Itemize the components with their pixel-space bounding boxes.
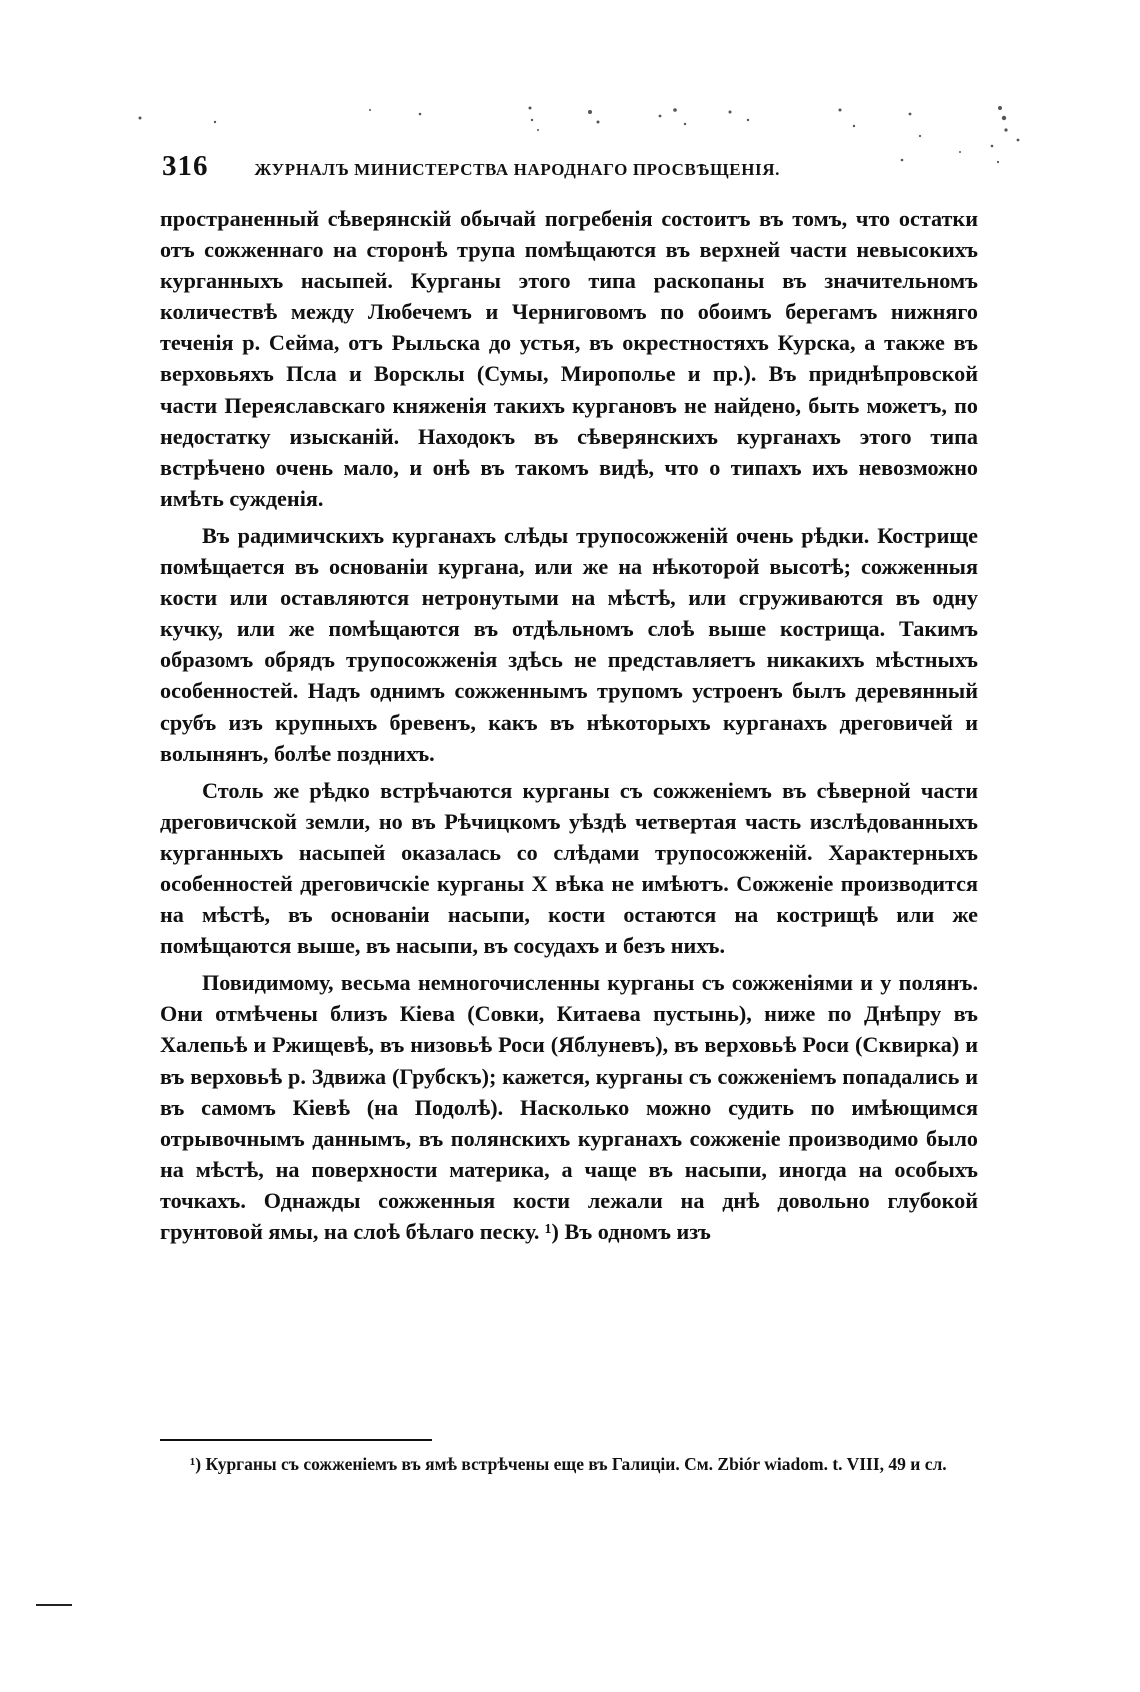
journal-title: ЖУРНАЛЪ МИНИСТЕРСТВА НАРОДНАГО ПРОСВѢЩЕНІЯ. [254, 160, 780, 179]
footnote-separator [160, 1439, 432, 1441]
scan-edge-mark [36, 1604, 72, 1606]
paragraph-dregovichi: Столь же рѣдко встрѣчаются курганы съ сожженіемъ въ сѣверной части дреговичской земли, но въ Рѣчицкомъ уѣздѣ четвертая часть изслѣдованныхъ курганныхъ насыпей оказалась со слѣдами трупосожженій. Характерныхъ особенностей дреговичскіе курганы X вѣка не имѣютъ. Сожженіе производится на мѣстѣ, въ основаніи насыпи, кости остаются на кострищѣ или же помѣщаются выше, въ насыпи, въ сосудахъ и безъ нихъ. [160, 777, 978, 959]
running-head [162, 150, 982, 190]
body-text [160, 203, 978, 1247]
footnote: ¹) Курганы съ сожженіемъ въ ямѣ встрѣчены еще въ Галиціи. См. Zbiór wiadom. t. VIII, 49 и сл. [190, 1454, 947, 1474]
paragraph-radimichi: Въ радимичскихъ курганахъ слѣды трупосожженій очень рѣдки. Кострище помѣщается въ основаніи кургана, или же на нѣкоторой высотѣ; сожженныя кости или оставляются нетронутыми на мѣстѣ, или сгруживаются въ одну кучку, или же помѣщаются въ отдѣльномъ слоѣ выше кострища. Такимъ образомъ обрядъ трупосожженія здѣсь не представляетъ никакихъ мѣстныхъ особенностей. Надъ однимъ сожженнымъ трупомъ устроенъ былъ деревянный срубъ изъ крупныхъ бревенъ, какъ въ нѣкоторыхъ курганахъ дреговичей и волынянъ, болѣе позднихъ. [160, 522, 978, 766]
paragraph-continued: пространенный сѣверянскій обычай погребенія состоитъ въ томъ, что остатки отъ сожженнаго на сторонѣ трупа помѣщаются въ верхней части невысокихъ курганныхъ насыпей. Курганы этого типа раскопаны въ значительномъ количествѣ между Любечемъ и Черниговомъ по обоимъ берегамъ нижняго теченія р. Сейма, отъ Рыльска до устья, въ окрестностяхъ Курска, а также въ верховьяхъ Псла и Ворсклы (Сумы, Мирополье и пр.). Въ приднѣпровской части Переяславскаго княженія такихъ кургановъ не найдено, быть можетъ, по недостатку изысканій. Находокъ въ сѣверянскихъ курганахъ этого типа встрѣчено очень мало, и онѣ въ такомъ видѣ, что о типахъ ихъ невозможно имѣть сужденія. [160, 206, 978, 511]
page-number: 316 [162, 150, 209, 182]
paragraph-polyane: Повидимому, весьма немногочисленны курганы съ сожженіями и у полянъ. Они отмѣчены близъ Кіева (Совки, Китаева пустынь), ниже по Днѣпру въ Халепьѣ и Ржищевѣ, въ низовьѣ Роси (Яблуневъ), въ верховьѣ Роси (Сквирка) и въ верховьѣ р. Здвижа (Грубскъ); кажется, курганы съ сожженіемъ попадались и въ самомъ Кіевѣ (на Подолѣ). Насколько можно судить по имѣющимся отрывочнымъ даннымъ, въ полянскихъ курганахъ сожженіе производимо было на мѣстѣ, на поверхности материка, а чаще въ насыпи, иногда на особыхъ точкахъ. Однажды сожженныя кости лежали на днѣ довольно глубокой грунтовой ямы, на слоѣ бѣлаго песку. ¹) Въ одномъ изъ [160, 970, 978, 1244]
